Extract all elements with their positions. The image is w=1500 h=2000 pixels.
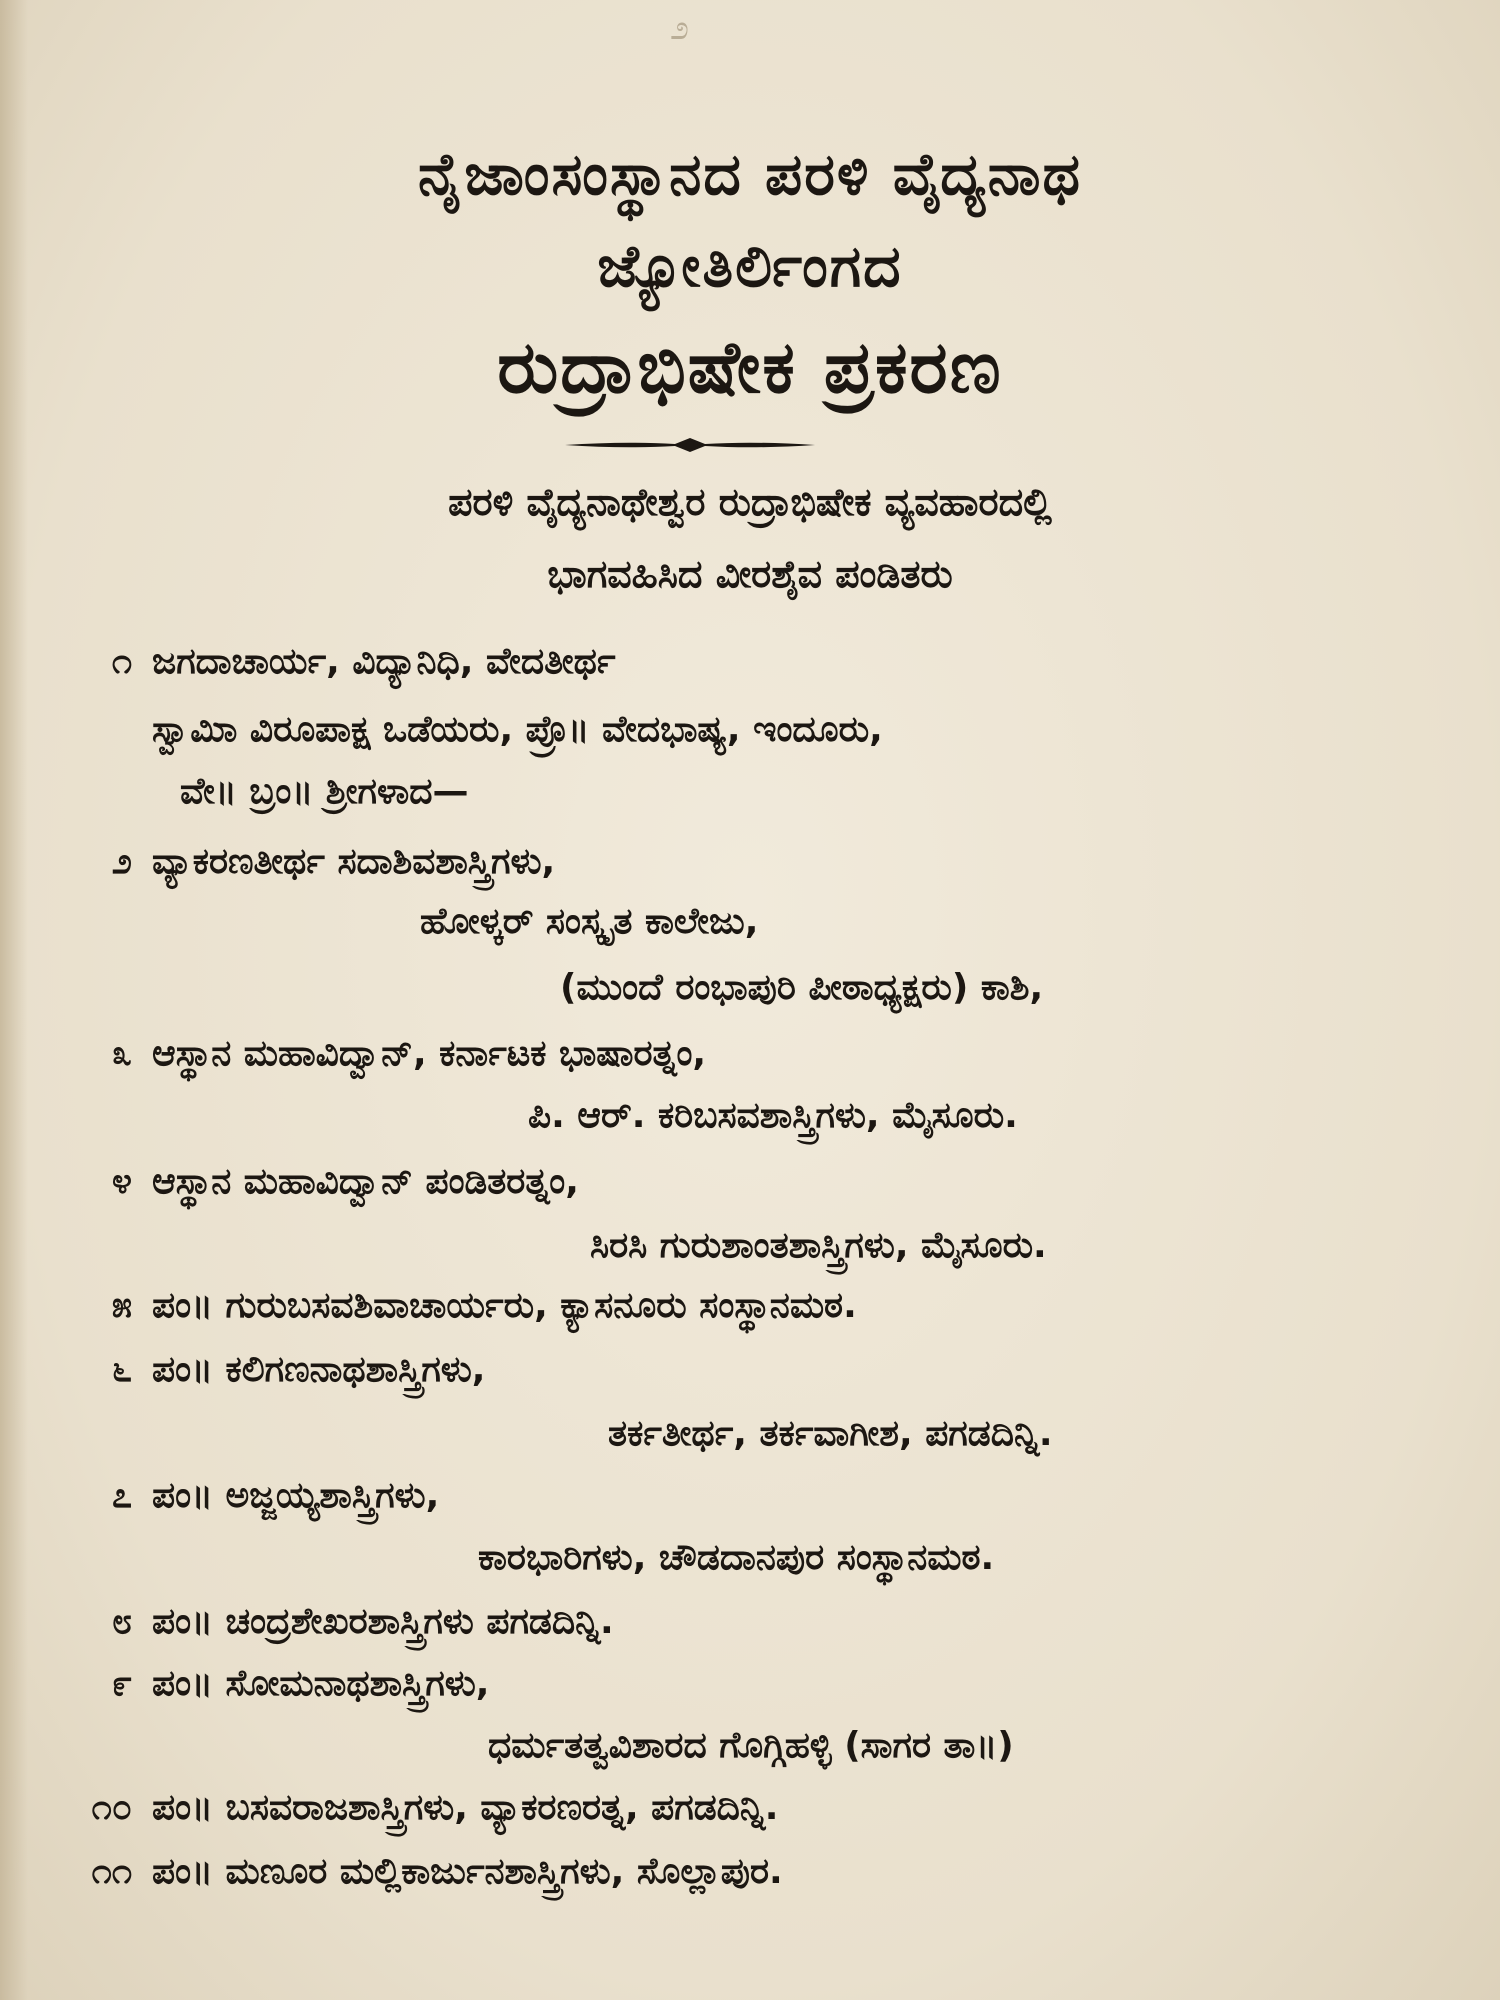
entry-line: ಪಂ॥ ಕಲಿಗಣನಾಥಶಾಸ್ತ್ರಿಗಳು, <box>152 1349 486 1390</box>
entry-number: ೯ <box>111 1663 132 1704</box>
title-line-2: ಜ್ಯೋತಿರ್ಲಿಂಗದ <box>597 232 903 300</box>
entry-line: ಹೋಳ್ಕರ್ ಸಂಸ್ಕೃತ ಕಾಲೇಜು, <box>420 901 759 942</box>
entry-line: ಕಾರಭಾರಿಗಳು, ಚೌಡದಾನಪುರ ಸಂಸ್ಥಾನಮಠ. <box>478 1537 995 1578</box>
subtitle-line-2: ಭಾಗವಹಿಸಿದ ವೀರಶೈವ ಪಂಡಿತರು <box>547 552 953 596</box>
entry-number: ೫ <box>111 1285 132 1326</box>
entry-line: ಸ್ವಾಮಿಾ ವಿರೂಪಾಕ್ಷ ಒಡೆಯರು, ಪ್ರೊ॥ ವೇದಭಾಷ್ಯ, ಇಂದೂರು, <box>152 709 883 750</box>
entry-line: ವೇ॥ ಬ್ರಂ॥ ಶ್ರೀಗಳಾದ— <box>180 771 469 812</box>
entry-line: ವ್ಯಾಕರಣತೀರ್ಥ ಸದಾಶಿವಶಾಸ್ತ್ರಿಗಳು, <box>152 841 556 882</box>
subtitle-line-1: ಪರಳಿ ವೈದ್ಯನಾಥೇಶ್ವರ ರುದ್ರಾಭಿಷೇಕ ವ್ಯವಹಾರದಲ್ಲಿ <box>448 480 1052 524</box>
entry-line: ಪಂ॥ ಚಂದ್ರಶೇಖರಶಾಸ್ತ್ರಿಗಳು ಪಗಡದಿನ್ನಿ. <box>152 1601 614 1642</box>
entry-line: ಪಂ॥ ಅಜ್ಜಯ್ಯಶಾಸ್ತ್ರಿಗಳು, <box>152 1475 440 1516</box>
title-line-1: ನೈಜಾಂಸಂಸ್ಥಾನದ ಪರಳಿ ವೈದ್ಯನಾಥ <box>418 140 1082 208</box>
entry-line: ಸಿರಸಿ ಗುರುಶಾಂತಶಾಸ್ತ್ರಿಗಳು, ಮೈಸೂರು. <box>590 1225 1047 1266</box>
entry-line: ಪಂ॥ ಮಣೂರ ಮಲ್ಲಿಕಾರ್ಜುನಶಾಸ್ತ್ರಿಗಳು, ಸೊಲ್ಲಾಪುರ. <box>152 1851 783 1892</box>
entry-line: ಪಿ. ಆರ್. ಕರಿಬಸವಶಾಸ್ತ್ರಿಗಳು, ಮೈಸೂರು. <box>528 1095 1018 1136</box>
entry-number: ೭ <box>111 1475 132 1516</box>
entry-line: ಧರ್ಮತತ್ವವಿಶಾರದ ಗೊಗ್ಗಿಹಳ್ಳಿ (ಸಾಗರ ತಾ॥) <box>488 1725 1014 1766</box>
entry-line: ಆಸ್ಥಾನ ಮಹಾವಿದ್ವಾನ್, ಕರ್ನಾಟಕ ಭಾಷಾರತ್ನಂ, <box>152 1033 707 1074</box>
entry-line: ಪಂ॥ ಬಸವರಾಜಶಾಸ್ತ್ರಿಗಳು, ವ್ಯಾಕರಣರತ್ನ, ಪಗಡದಿನ್ನಿ. <box>152 1787 779 1828</box>
entry-line: ಪಂ॥ ಗುರುಬಸವಶಿವಾಚಾರ್ಯರು, ಕ್ಯಾಸನೂರು ಸಂಸ್ಥಾನಮಠ. <box>152 1285 857 1326</box>
entry-number: ೩ <box>111 1033 132 1074</box>
entry-line: (ಮುಂದೆ ರಂಭಾಪುರಿ ಪೀಠಾಧ್ಯಕ್ಷರು) ಕಾಶಿ, <box>560 967 1044 1008</box>
entry-number: ೬ <box>111 1349 132 1390</box>
entry-line: ಆಸ್ಥಾನ ಮಹಾವಿದ್ವಾನ್ ಪಂಡಿತರತ್ನಂ, <box>152 1161 579 1202</box>
entry-number: ೮ <box>111 1601 132 1642</box>
entry-line: ಜಗದಾಚಾರ್ಯ, ವಿದ್ಯಾನಿಧಿ, ವೇದತೀರ್ಥ <box>152 641 616 682</box>
entry-number: ೧ <box>111 641 132 682</box>
title-line-3: ರುದ್ರಾಭಿಷೇಕ ಪ್ರಕರಣ <box>497 325 1003 409</box>
entry-line: ತರ್ಕತೀರ್ಥ, ತರ್ಕವಾಗೀಶ, ಪಗಡದಿನ್ನಿ. <box>608 1413 1053 1454</box>
entry-line: ಪಂ॥ ಸೋಮನಾಥಶಾಸ್ತ್ರಿಗಳು, <box>152 1663 490 1704</box>
entry-number: ೪ <box>111 1161 132 1202</box>
page-number: ೨ <box>670 8 690 48</box>
entry-number: ೨ <box>111 841 132 882</box>
entry-number: ೧೦ <box>91 1787 132 1828</box>
entry-number: ೧೧ <box>91 1851 132 1892</box>
